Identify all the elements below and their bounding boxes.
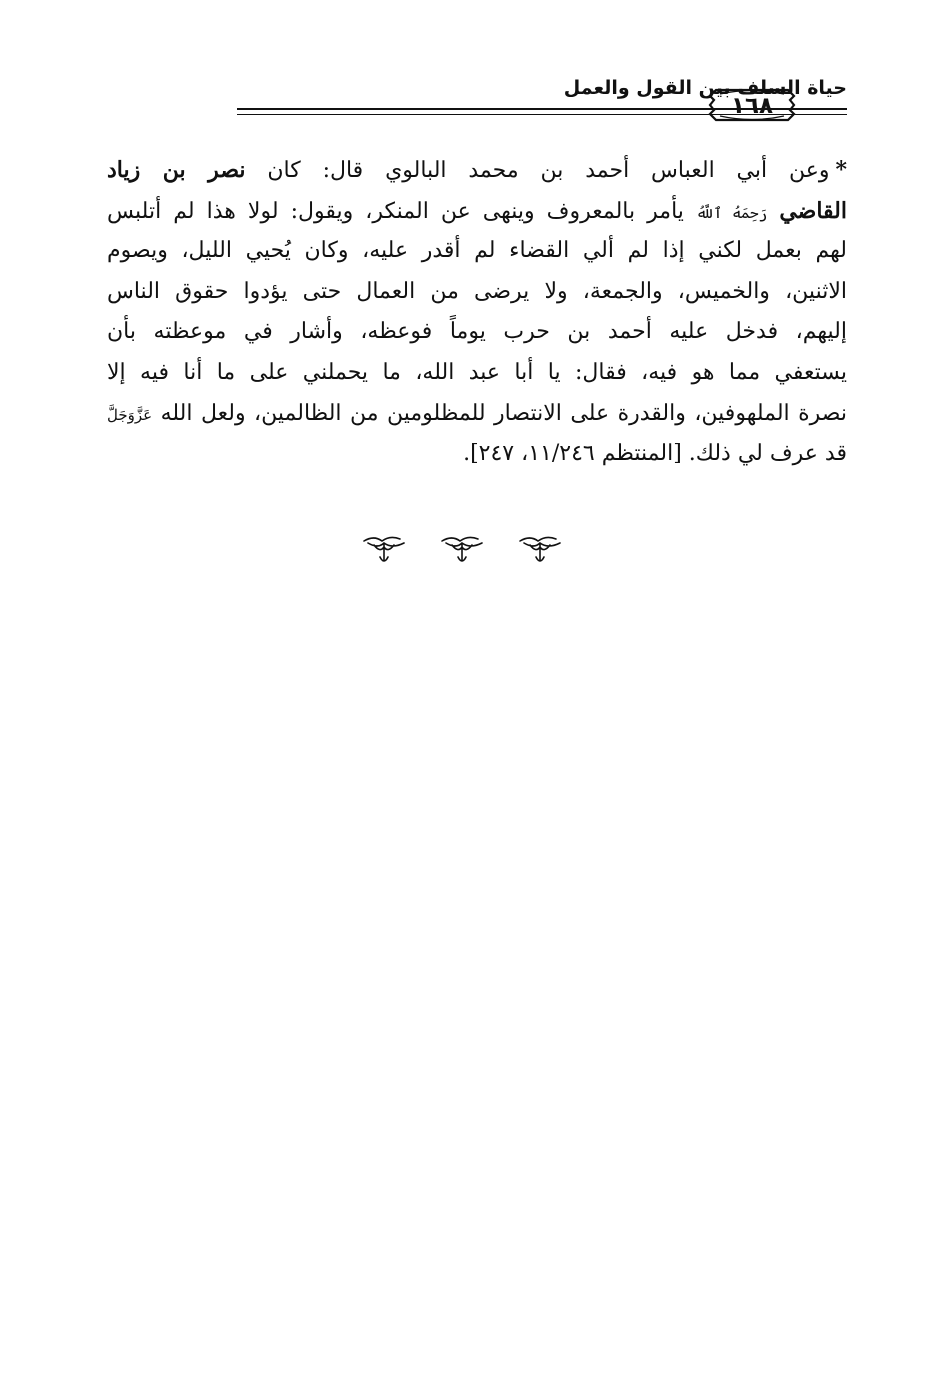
flourish-icon — [438, 533, 486, 567]
text-line-8 — [107, 434, 847, 475]
page-number: ١٦٨ — [730, 93, 774, 119]
section-divider — [360, 533, 564, 567]
text-line-4 — [107, 272, 847, 313]
flourish-icon — [516, 533, 564, 567]
line-text: قد عرف لي ذلك. — [688, 441, 847, 467]
line-text: يأمر بالمعروف وينهى عن المنكر، ويقول: لولا هذا لم أتلبس — [107, 198, 684, 224]
line-text: الاثنين، والخميس، والجمعة، ولا يرضى من العمال حتى يؤدوا حقوق الناس — [107, 278, 847, 304]
honorific: عَزَّوَجَلَّ — [107, 405, 153, 424]
text-line-2 — [107, 191, 847, 232]
line-text: يستعفي مما هو فيه، فقال: يا أبا عبد الله، ما يحملني على ما أنا فيه إلا — [107, 359, 847, 385]
body-paragraph — [107, 150, 847, 475]
page-number-badge — [706, 86, 798, 124]
star-icon: * — [835, 157, 847, 183]
text-line-7 — [107, 394, 847, 435]
text-line-6 — [107, 353, 847, 394]
header-rule-short — [798, 108, 836, 115]
line-text: وعن أبي العباس أحمد بن محمد البالوي قال: كان — [267, 158, 830, 183]
line-text: إليهم، فدخل عليه أحمد بن حرب يوماً فوعظه، وأشار في موعظته بأن — [107, 319, 847, 345]
line-text: نصرة الملهوفين، والقدرة على الانتصار للمظلومين من الظالمين، ولعل الله — [160, 400, 847, 426]
text-line-5 — [107, 312, 847, 353]
citation: [المنتظم ١١/٢٤٦، ٢٤٧]. — [463, 441, 682, 467]
bold-name: نصر بن زياد — [107, 157, 246, 183]
line-text: لهم بعمل لكني إذا لم ألي القضاء لم أقدر عليه، وكان يُحيي الليل، ويصوم — [107, 238, 847, 264]
bold-name: القاضي — [779, 197, 847, 224]
running-title: حياة السلف بين القول والعمل — [563, 77, 847, 99]
honorific: رَحِمَهُ ٱللَّهُ — [695, 203, 768, 222]
flourish-icon — [360, 533, 408, 567]
text-line-1 — [107, 150, 847, 191]
text-line-3 — [107, 231, 847, 272]
